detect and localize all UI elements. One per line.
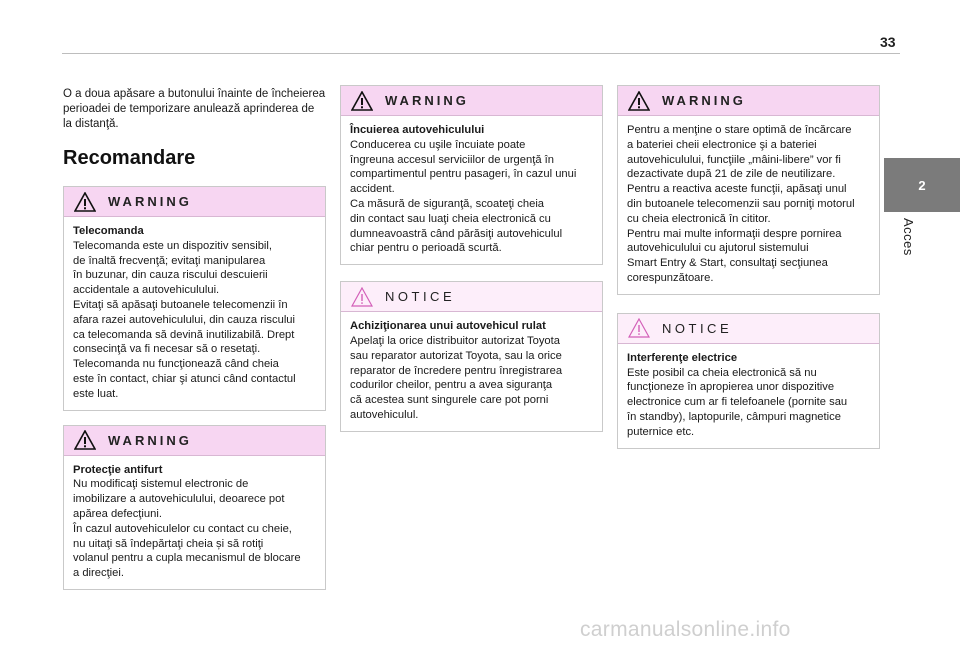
warning-label: WARNING <box>108 432 192 448</box>
warning-triangle-icon <box>628 91 650 111</box>
warning-header <box>341 86 602 116</box>
notice-label: NOTICE <box>662 320 733 336</box>
warning-box-battery <box>617 85 880 295</box>
chapter-label: Acces <box>901 218 916 256</box>
warning-box-remote <box>63 186 326 411</box>
warning-header <box>64 187 325 217</box>
warning-label: WARNING <box>108 194 192 209</box>
notice-title: Interferenţe electrice <box>627 351 738 364</box>
intro-paragraph: O a doua apăsare a butonului înainte de încheierea perioadei de temporizare anulează aprinderea de la distanţă. <box>63 88 326 130</box>
chapter-number: 2 <box>918 177 926 193</box>
notice-text: Apelaţi la orice distribuitor autorizat Toyota sau reparator autorizat Toyota, sau la orice reparator de încredere pentru înregistrarea codurilor cheilor, pentru a avea siguranţa că acestea sunt singurele care pot porni autovehiculul. <box>350 334 563 421</box>
notice-box-used-vehicle <box>340 281 603 432</box>
warning-label: WARNING <box>385 93 469 108</box>
warning-title: Încuierea autovehiculului <box>350 124 485 136</box>
warning-title: Protecţie antifurt <box>73 463 163 476</box>
warning-body <box>618 116 879 294</box>
warning-triangle-icon <box>351 91 373 111</box>
warning-body <box>64 456 325 589</box>
column-3 <box>617 85 880 463</box>
notice-text: Este posibil ca cheia electronică să nu funcţioneze în apropierea unor dispozitive electronice cum ar fi telefoanele (pornite sau în standby), laptopurile, câmpuri magnetice puternice etc. <box>627 366 848 438</box>
warning-label: WARNING <box>662 93 746 108</box>
warning-header <box>64 426 325 456</box>
notice-body <box>341 312 602 431</box>
warning-text: Pentru a menţine o stare optimă de încărcare a bateriei cheii electronice şi a bateriei autovehiculului, funcţiile „mâini-libere” vor fi dezactivate după 21 de zile de neutilizare. Pentru a reactiva aceste funcţii, apăsaţi unul din butoanele telecomenzii sau porniţi motorul cu cheia electronică în cititor. Pentru mai multe informaţii despre pornirea autovehiculului cu ajutorul sistemului Smart Entry & Start, consultaţi secţiunea corespunzătoare. <box>627 124 855 284</box>
notice-triangle-icon <box>628 318 650 338</box>
watermark: carmanualsonline.info <box>580 618 791 641</box>
warning-box-locking <box>340 85 603 265</box>
notice-label: NOTICE <box>385 289 456 305</box>
warning-body <box>341 116 602 264</box>
notice-body <box>618 344 879 448</box>
column-1 <box>63 87 326 604</box>
warning-header <box>618 86 879 116</box>
warning-box-antitheft <box>63 425 326 590</box>
notice-box-interference <box>617 313 880 449</box>
column-2 <box>340 85 603 446</box>
warning-text: Telecomanda este un dispozitiv sensibil, de înaltă frecvenţă; evitaţi manipularea în buzunar, din cauza riscului descuierii accidentale a autovehiculului. Evitaţi să apăsaţi butoanele telecomenzii în afara razei autovehiculului, din cauza riscului ca telecomanda să devină inutilizabilă. Drept consecinţă va fi necesar să o resetaţi. Telecomanda nu funcţionează când cheia este în contact, chiar şi atunci când contactul este luat. <box>73 239 296 400</box>
chapter-tab[interactable] <box>884 158 960 212</box>
notice-title: Achiziţionarea unui autovehicul rulat <box>350 320 546 333</box>
page-number: 33 <box>880 34 896 50</box>
top-rule <box>62 53 900 54</box>
warning-title: Telecomanda <box>73 225 144 237</box>
warning-body <box>64 217 325 410</box>
warning-text: Conducerea cu uşile încuiate poate îngreuna accesul serviciilor de urgenţă în compartimentul pentru pasageri, în cazul unui accident. Ca măsură de siguranţă, scoateţi cheia din contact sau luaţi cheia electronică cu dumneavoastră când părăsiţi autovehiculul chiar pentru o perioadă scurtă. <box>350 138 577 255</box>
notice-header <box>618 314 879 344</box>
warning-triangle-icon <box>74 430 96 450</box>
section-heading: Recomandare <box>63 147 196 169</box>
warning-triangle-icon <box>74 192 96 212</box>
warning-text: Nu modificaţi sistemul electronic de imobilizare a autovehiculului, deoarece pot apărea defecţiuni. În cazul autovehiculelor cu contact cu cheie, nu uitaţi să îndepărtaţi cheia și să rotiţi volanul pentru a cupla mecanismul de blocare a direcţiei. <box>73 478 301 580</box>
notice-header <box>341 282 602 312</box>
notice-triangle-icon <box>351 287 373 307</box>
